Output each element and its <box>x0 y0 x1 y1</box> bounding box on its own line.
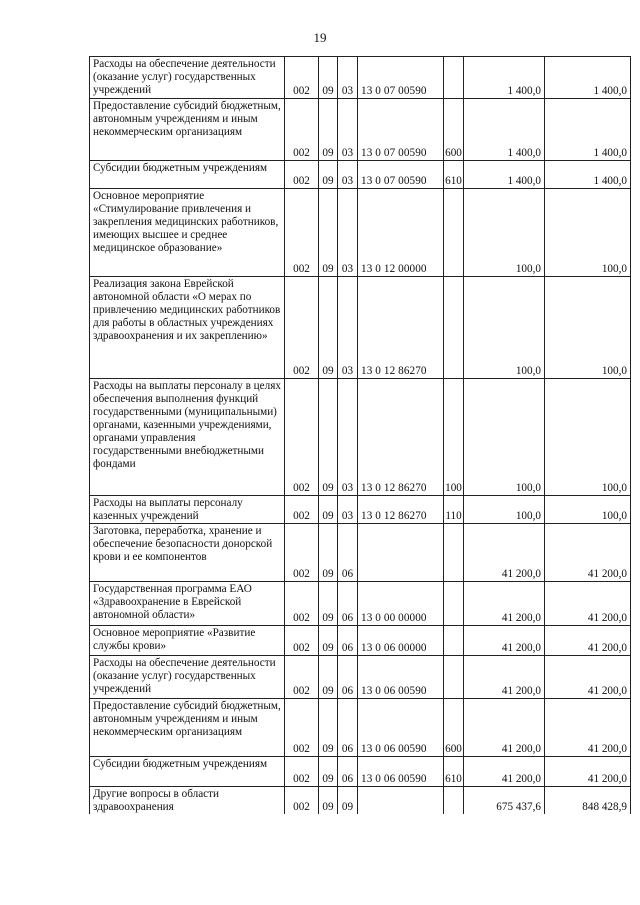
cell-admin-code: 002 <box>285 582 319 626</box>
row-name: Реализация закона Еврейской автономной области «О мерах по привлечению медицинских работников для работы в областных учреждениях здравоохранения и их закреплению» <box>90 277 285 379</box>
cell-subsection: 09 <box>338 787 358 815</box>
cell-sum-year-2: 1 400,0 <box>545 57 631 99</box>
cell-sum-year-1: 41 200,0 <box>464 524 545 582</box>
cell-sum-year-1: 1 400,0 <box>464 57 545 99</box>
row-name: Субсидии бюджетным учреждениям <box>90 161 285 189</box>
table-row <box>90 787 631 815</box>
cell-target-article: 13 0 07 00590 <box>358 161 444 189</box>
cell-admin-code: 002 <box>285 626 319 656</box>
cell-expense-type <box>444 582 464 626</box>
cell-subsection: 06 <box>338 699 358 757</box>
cell-sum-year-2: 100,0 <box>545 189 631 277</box>
cell-subsection: 06 <box>338 626 358 656</box>
cell-admin-code: 002 <box>285 656 319 699</box>
cell-admin-code: 002 <box>285 496 319 524</box>
cell-target-article: 13 0 07 00590 <box>358 99 444 161</box>
cell-target-article: 13 0 06 00590 <box>358 699 444 757</box>
cell-sum-year-2: 41 200,0 <box>545 757 631 787</box>
cell-target-article <box>358 524 444 582</box>
cell-expense-type: 110 <box>444 496 464 524</box>
cell-section: 09 <box>319 189 338 277</box>
cell-sum-year-2: 100,0 <box>545 277 631 379</box>
cell-admin-code: 002 <box>285 277 319 379</box>
table-row <box>90 189 631 277</box>
cell-admin-code: 002 <box>285 524 319 582</box>
cell-admin-code: 002 <box>285 161 319 189</box>
row-name: Основное мероприятие «Стимулирование привлечения и закрепления медицинских работников, имеющих высшее и среднее медицинское образование» <box>90 189 285 277</box>
cell-section: 09 <box>319 699 338 757</box>
cell-expense-type <box>444 787 464 815</box>
table-row <box>90 99 631 161</box>
cell-target-article <box>358 787 444 815</box>
cell-expense-type: 600 <box>444 699 464 757</box>
cell-subsection: 03 <box>338 161 358 189</box>
table-row <box>90 379 631 496</box>
cell-expense-type <box>444 57 464 99</box>
cell-section: 09 <box>319 757 338 787</box>
table-row <box>90 277 631 379</box>
cell-sum-year-2: 41 200,0 <box>545 656 631 699</box>
cell-sum-year-2: 41 200,0 <box>545 699 631 757</box>
cell-target-article: 13 0 12 00000 <box>358 189 444 277</box>
row-name: Другие вопросы в области здравоохранения <box>90 787 285 815</box>
cell-admin-code: 002 <box>285 57 319 99</box>
cell-section: 09 <box>319 582 338 626</box>
table-row <box>90 57 631 99</box>
cell-target-article: 13 0 12 86270 <box>358 379 444 496</box>
cell-expense-type <box>444 626 464 656</box>
cell-target-article: 13 0 06 00590 <box>358 656 444 699</box>
row-name: Расходы на обеспечение деятельности (оказание услуг) государственных учреждений <box>90 656 285 699</box>
cell-expense-type: 610 <box>444 161 464 189</box>
cell-sum-year-1: 1 400,0 <box>464 161 545 189</box>
cell-admin-code: 002 <box>285 757 319 787</box>
cell-section: 09 <box>319 496 338 524</box>
cell-expense-type: 100 <box>444 379 464 496</box>
cell-sum-year-1: 100,0 <box>464 189 545 277</box>
cell-section: 09 <box>319 524 338 582</box>
cell-subsection: 06 <box>338 524 358 582</box>
row-name: Заготовка, переработка, хранение и обеспечение безопасности донорской крови и ее компонентов <box>90 524 285 582</box>
cell-sum-year-2: 1 400,0 <box>545 99 631 161</box>
cell-expense-type: 600 <box>444 99 464 161</box>
cell-section: 09 <box>319 57 338 99</box>
row-name: Расходы на выплаты персоналу казенных учреждений <box>90 496 285 524</box>
cell-subsection: 03 <box>338 99 358 161</box>
cell-section: 09 <box>319 626 338 656</box>
cell-expense-type <box>444 524 464 582</box>
cell-section: 09 <box>319 277 338 379</box>
table-row <box>90 757 631 787</box>
cell-target-article: 13 0 12 86270 <box>358 277 444 379</box>
cell-admin-code: 002 <box>285 99 319 161</box>
cell-sum-year-1: 100,0 <box>464 496 545 524</box>
cell-admin-code: 002 <box>285 379 319 496</box>
cell-sum-year-1: 100,0 <box>464 379 545 496</box>
cell-sum-year-2: 848 428,9 <box>545 787 631 815</box>
cell-sum-year-1: 1 400,0 <box>464 99 545 161</box>
cell-subsection: 06 <box>338 582 358 626</box>
cell-target-article: 13 0 00 00000 <box>358 582 444 626</box>
cell-subsection: 03 <box>338 496 358 524</box>
cell-sum-year-2: 1 400,0 <box>545 161 631 189</box>
cell-subsection: 03 <box>338 57 358 99</box>
cell-section: 09 <box>319 379 338 496</box>
cell-target-article: 13 0 06 00590 <box>358 757 444 787</box>
row-name: Предоставление субсидий бюджетным, автономным учреждениям и иным некоммерческим организациям <box>90 699 285 757</box>
cell-sum-year-1: 41 200,0 <box>464 656 545 699</box>
cell-subsection: 06 <box>338 757 358 787</box>
cell-sum-year-1: 675 437,6 <box>464 787 545 815</box>
row-name: Предоставление субсидий бюджетным, автономным учреждениям и иным некоммерческим организациям <box>90 99 285 161</box>
cell-section: 09 <box>319 656 338 699</box>
cell-sum-year-1: 41 200,0 <box>464 582 545 626</box>
cell-expense-type: 610 <box>444 757 464 787</box>
table-row <box>90 496 631 524</box>
cell-sum-year-1: 41 200,0 <box>464 626 545 656</box>
cell-sum-year-2: 100,0 <box>545 379 631 496</box>
row-name: Основное мероприятие «Развитие службы крови» <box>90 626 285 656</box>
cell-subsection: 03 <box>338 189 358 277</box>
cell-sum-year-1: 41 200,0 <box>464 757 545 787</box>
page-number: 19 <box>313 30 327 45</box>
cell-expense-type <box>444 656 464 699</box>
cell-expense-type <box>444 277 464 379</box>
cell-section: 09 <box>319 161 338 189</box>
row-name: Расходы на обеспечение деятельности (оказание услуг) государственных учреждений <box>90 57 285 99</box>
cell-sum-year-2: 41 200,0 <box>545 524 631 582</box>
table-row <box>90 699 631 757</box>
cell-subsection: 06 <box>338 656 358 699</box>
cell-sum-year-1: 100,0 <box>464 277 545 379</box>
row-name: Расходы на выплаты персоналу в целях обеспечения выполнения функций государственными (муниципальными) органами, казенными учреждениями, органами управления государственными внебюджетными фондами <box>90 379 285 496</box>
table-row <box>90 656 631 699</box>
cell-subsection: 03 <box>338 379 358 496</box>
cell-admin-code: 002 <box>285 189 319 277</box>
table-row <box>90 582 631 626</box>
table-row <box>90 626 631 656</box>
table-row <box>90 161 631 189</box>
cell-sum-year-1: 41 200,0 <box>464 699 545 757</box>
cell-section: 09 <box>319 99 338 161</box>
cell-section: 09 <box>319 787 338 815</box>
cell-sum-year-2: 100,0 <box>545 496 631 524</box>
cell-target-article: 13 0 06 00000 <box>358 626 444 656</box>
cell-admin-code: 002 <box>285 699 319 757</box>
table-row <box>90 524 631 582</box>
cell-target-article: 13 0 12 86270 <box>358 496 444 524</box>
cell-sum-year-2: 41 200,0 <box>545 626 631 656</box>
budget-table <box>89 56 631 814</box>
cell-target-article: 13 0 07 00590 <box>358 57 444 99</box>
cell-subsection: 03 <box>338 277 358 379</box>
cell-sum-year-2: 41 200,0 <box>545 582 631 626</box>
row-name: Государственная программа ЕАО «Здравоохранение в Еврейской автономной области» <box>90 582 285 626</box>
row-name: Субсидии бюджетным учреждениям <box>90 757 285 787</box>
cell-expense-type <box>444 189 464 277</box>
cell-admin-code: 002 <box>285 787 319 815</box>
